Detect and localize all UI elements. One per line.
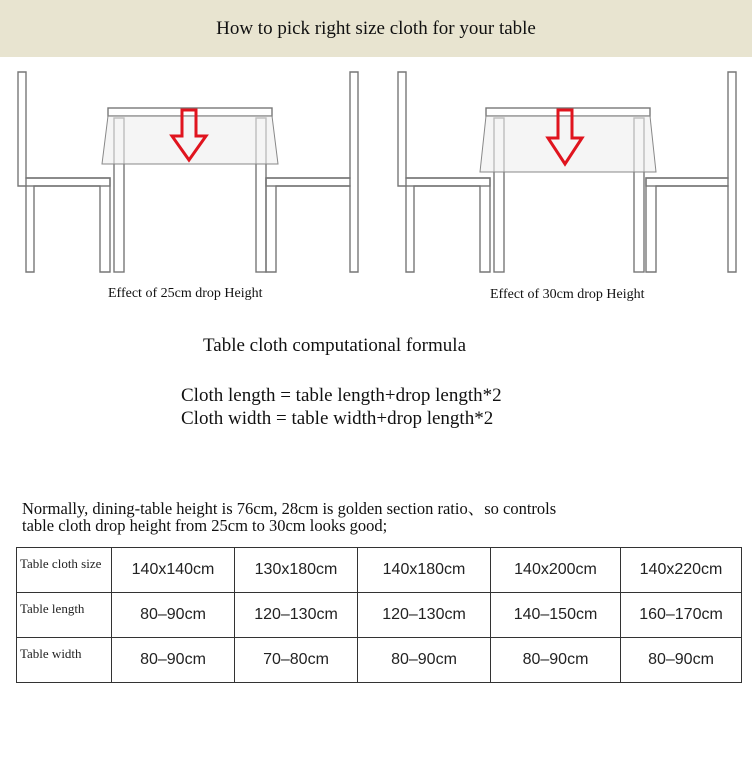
table-cell: 140x140cm <box>112 548 235 593</box>
row-header: Table cloth size <box>17 548 112 593</box>
table-cell: 120–130cm <box>235 593 358 638</box>
title-banner <box>0 0 752 57</box>
table-cell: 80–90cm <box>621 638 742 683</box>
table-cell: 70–80cm <box>235 638 358 683</box>
table-cell: 80–90cm <box>358 638 491 683</box>
right-chair <box>646 72 736 272</box>
table-cell: 140x220cm <box>621 548 742 593</box>
left-chair <box>398 72 490 272</box>
table-row <box>17 593 742 638</box>
page-title: How to pick right size cloth for your table <box>216 18 536 39</box>
table-row <box>17 548 742 593</box>
formula-title: Table cloth computational formula <box>203 335 467 356</box>
table-cell: 130x180cm <box>235 548 358 593</box>
table-cell: 160–170cm <box>621 593 742 638</box>
caption-25cm: Effect of 25cm drop Height <box>108 286 263 301</box>
note-line-1: Normally, dining-table height is 76cm, 28cm is golden section ratio、so controls <box>22 499 557 518</box>
row-header: Table length <box>17 593 112 638</box>
table-cloth <box>480 116 656 172</box>
formula-width: Cloth width = table width+drop length*2 <box>181 408 494 429</box>
table-cell: 140x180cm <box>358 548 491 593</box>
table-row <box>17 638 742 683</box>
table-cell: 140x200cm <box>491 548 621 593</box>
right-chair <box>266 72 358 272</box>
row-header: Table width <box>17 638 112 683</box>
caption-30cm: Effect of 30cm drop Height <box>490 287 645 302</box>
note-line-2: table cloth drop height from 25cm to 30cm looks good; <box>22 516 388 535</box>
table-cell: 80–90cm <box>491 638 621 683</box>
table-cell: 80–90cm <box>112 638 235 683</box>
formula-length: Cloth length = table length+drop length*2 <box>181 385 502 406</box>
table-illustration-30cm <box>376 60 752 280</box>
table-cell: 120–130cm <box>358 593 491 638</box>
size-table <box>16 547 742 683</box>
table-illustration-25cm <box>0 60 376 280</box>
table-cell: 80–90cm <box>112 593 235 638</box>
left-chair <box>18 72 110 272</box>
table-cell: 140–150cm <box>491 593 621 638</box>
